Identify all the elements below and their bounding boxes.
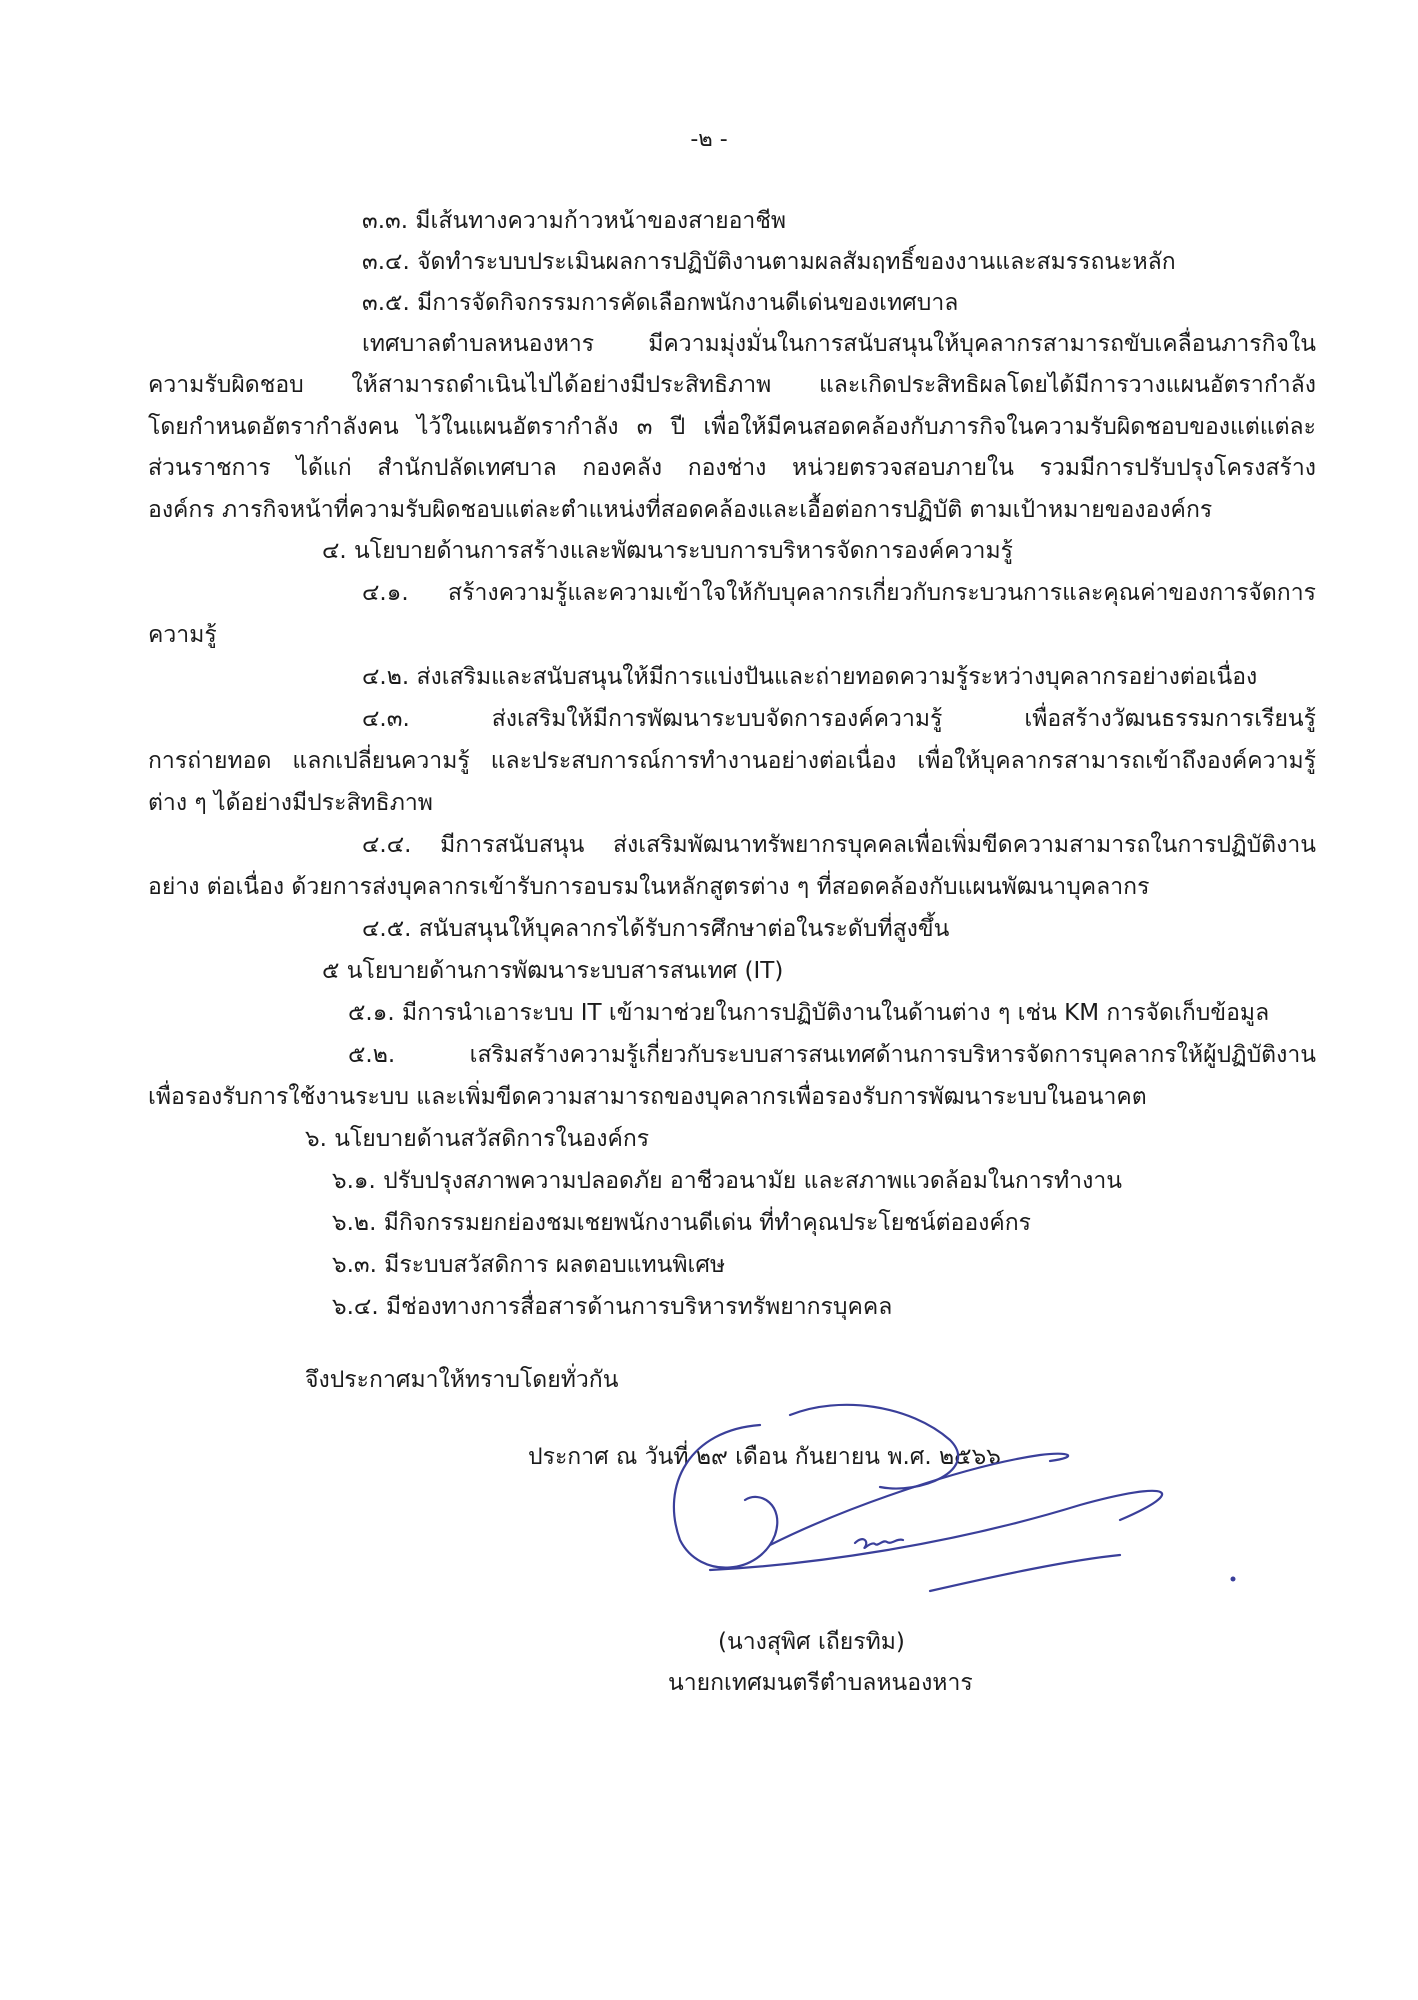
signature-image: [650, 1395, 1250, 1615]
item-3-4: ๓.๔. จัดทำระบบประเมินผลการปฏิบัติงานตามผลสัมฤทธิ์ของงานและสมรรถนะหลัก: [362, 249, 1176, 275]
page-number: -๒ -: [690, 127, 728, 152]
paragraph1-line4: ส่วนราชการ ได้แก่ สำนักปลัดเทศบาล กองคลัง กองช่าง หน่วยตรวจสอบภายใน รวมมีการปรับปรุงโครงสร้าง: [148, 455, 1316, 481]
paragraph1-line2: ความรับผิดชอบ ให้สามารถดำเนินไปได้อย่างมีประสิทธิภาพ และเกิดประสิทธิผลโดยได้มีการวางแผนอัตรากำลัง: [148, 372, 1316, 398]
item-4-1-line1: ๔.๑. สร้างความรู้และความเข้าใจให้กับบุคลากรเกี่ยวกับกระบวนการและคุณค่าของการจัดการ: [362, 580, 1316, 606]
item-3-5: ๓.๕. มีการจัดกิจกรรมการคัดเลือกพนักงานดีเด่นของเทศบาล: [362, 290, 959, 316]
signer-name: (นางสุพิศ เถียรทิม): [718, 1629, 905, 1655]
signer-title: นายกเทศมนตรีตำบลหนองหาร: [668, 1670, 973, 1696]
section6-heading: ๖. นโยบายด้านสวัสดิการในองค์กร: [305, 1126, 650, 1152]
item-6-1: ๖.๑. ปรับปรุงสภาพความปลอดภัย อาชีวอนามัย และสภาพแวดล้อมในการทำงาน: [332, 1168, 1122, 1194]
item-4-1-line2: ความรู้: [148, 622, 217, 648]
item-4-2: ๔.๒. ส่งเสริมและสนับสนุนให้มีการแบ่งปันและถ่ายทอดความรู้ระหว่างบุคลากรอย่างต่อเนื่อง: [362, 664, 1258, 690]
section5-heading: ๕ นโยบายด้านการพัฒนาระบบสารสนเทศ (IT): [322, 958, 784, 984]
paragraph1-line1: เทศบาลตำบลหนองหาร มีความมุ่งมั่นในการสนับสนุนให้บุคลากรสามารถขับเคลื่อนภารกิจใน: [362, 331, 1316, 357]
paragraph1-line5: องค์กร ภารกิจหน้าที่ความรับผิดชอบแต่ละตำแหน่งที่สอดคล้องและเอื้อต่อการปฏิบัติ ตามเป้าหมายขององค์กร: [148, 497, 1213, 523]
closing-statement: จึงประกาศมาให้ทราบโดยทั่วกัน: [305, 1367, 619, 1393]
item-4-3-line2: การถ่ายทอด แลกเปลี่ยนความรู้ และประสบการณ์การทำงานอย่างต่อเนื่อง เพื่อให้บุคลากรสามารถเข้าถึงองค์ความรู้: [148, 748, 1316, 774]
item-5-2-line1: ๕.๒. เสริมสร้างความรู้เกี่ยวกับระบบสารสนเทศด้านการบริหารจัดการบุคลากรให้ผู้ปฏิบัติงาน: [348, 1042, 1316, 1068]
item-6-3: ๖.๓. มีระบบสวัสดิการ ผลตอบแทนพิเศษ: [332, 1252, 726, 1278]
item-6-2: ๖.๒. มีกิจกรรมยกย่องชมเชยพนักงานดีเด่น ที่ทำคุณประโยชน์ต่อองค์กร: [332, 1210, 1032, 1236]
announcement-date: ประกาศ ณ วันที่ ๒๙ เดือน กันยายน พ.ศ. ๒๕๖๖: [528, 1444, 1001, 1470]
section4-heading: ๔. นโยบายด้านการสร้างและพัฒนาระบบการบริหารจัดการองค์ความรู้: [322, 538, 1013, 564]
item-4-5: ๔.๕. สนับสนุนให้บุคลากรได้รับการศึกษาต่อในระดับที่สูงขึ้น: [362, 916, 950, 942]
item-4-3-line1: ๔.๓. ส่งเสริมให้มีการพัฒนาระบบจัดการองค์ความรู้ เพื่อสร้างวัฒนธรรมการเรียนรู้: [362, 706, 1316, 732]
item-3-3: ๓.๓. มีเส้นทางความก้าวหน้าของสายอาชีพ: [362, 208, 787, 234]
item-4-3-line3: ต่าง ๆ ได้อย่างมีประสิทธิภาพ: [148, 790, 433, 816]
item-6-4: ๖.๔. มีช่องทางการสื่อสารด้านการบริหารทรัพยากรบุคคล: [332, 1294, 893, 1320]
item-4-4-line1: ๔.๔. มีการสนับสนุน ส่งเสริมพัฒนาทรัพยากรบุคคลเพื่อเพิ่มขีดความสามารถในการปฏิบัติงาน: [362, 832, 1316, 858]
item-4-4-line2: อย่าง ต่อเนื่อง ด้วยการส่งบุคลากรเข้ารับการอบรมในหลักสูตรต่าง ๆ ที่สอดคล้องกับแผนพัฒนาบุคลากร: [148, 874, 1150, 900]
paragraph1-line3: โดยกำหนดอัตรากำลังคน ไว้ในแผนอัตรากำลัง ๓ ปี เพื่อให้มีคนสอดคล้องกับภารกิจในความรับผิดชอบของแต่แต่ละ: [148, 414, 1316, 440]
item-5-1: ๕.๑. มีการนำเอาระบบ IT เข้ามาช่วยในการปฏิบัติงานในด้านต่าง ๆ เช่น KM การจัดเก็บข้อมูล: [348, 1000, 1270, 1026]
item-5-2-line2: เพื่อรองรับการใช้งานระบบ และเพิ่มขีดความสามารถของบุคลากรเพื่อรองรับการพัฒนาระบบในอนาคต: [148, 1084, 1147, 1110]
